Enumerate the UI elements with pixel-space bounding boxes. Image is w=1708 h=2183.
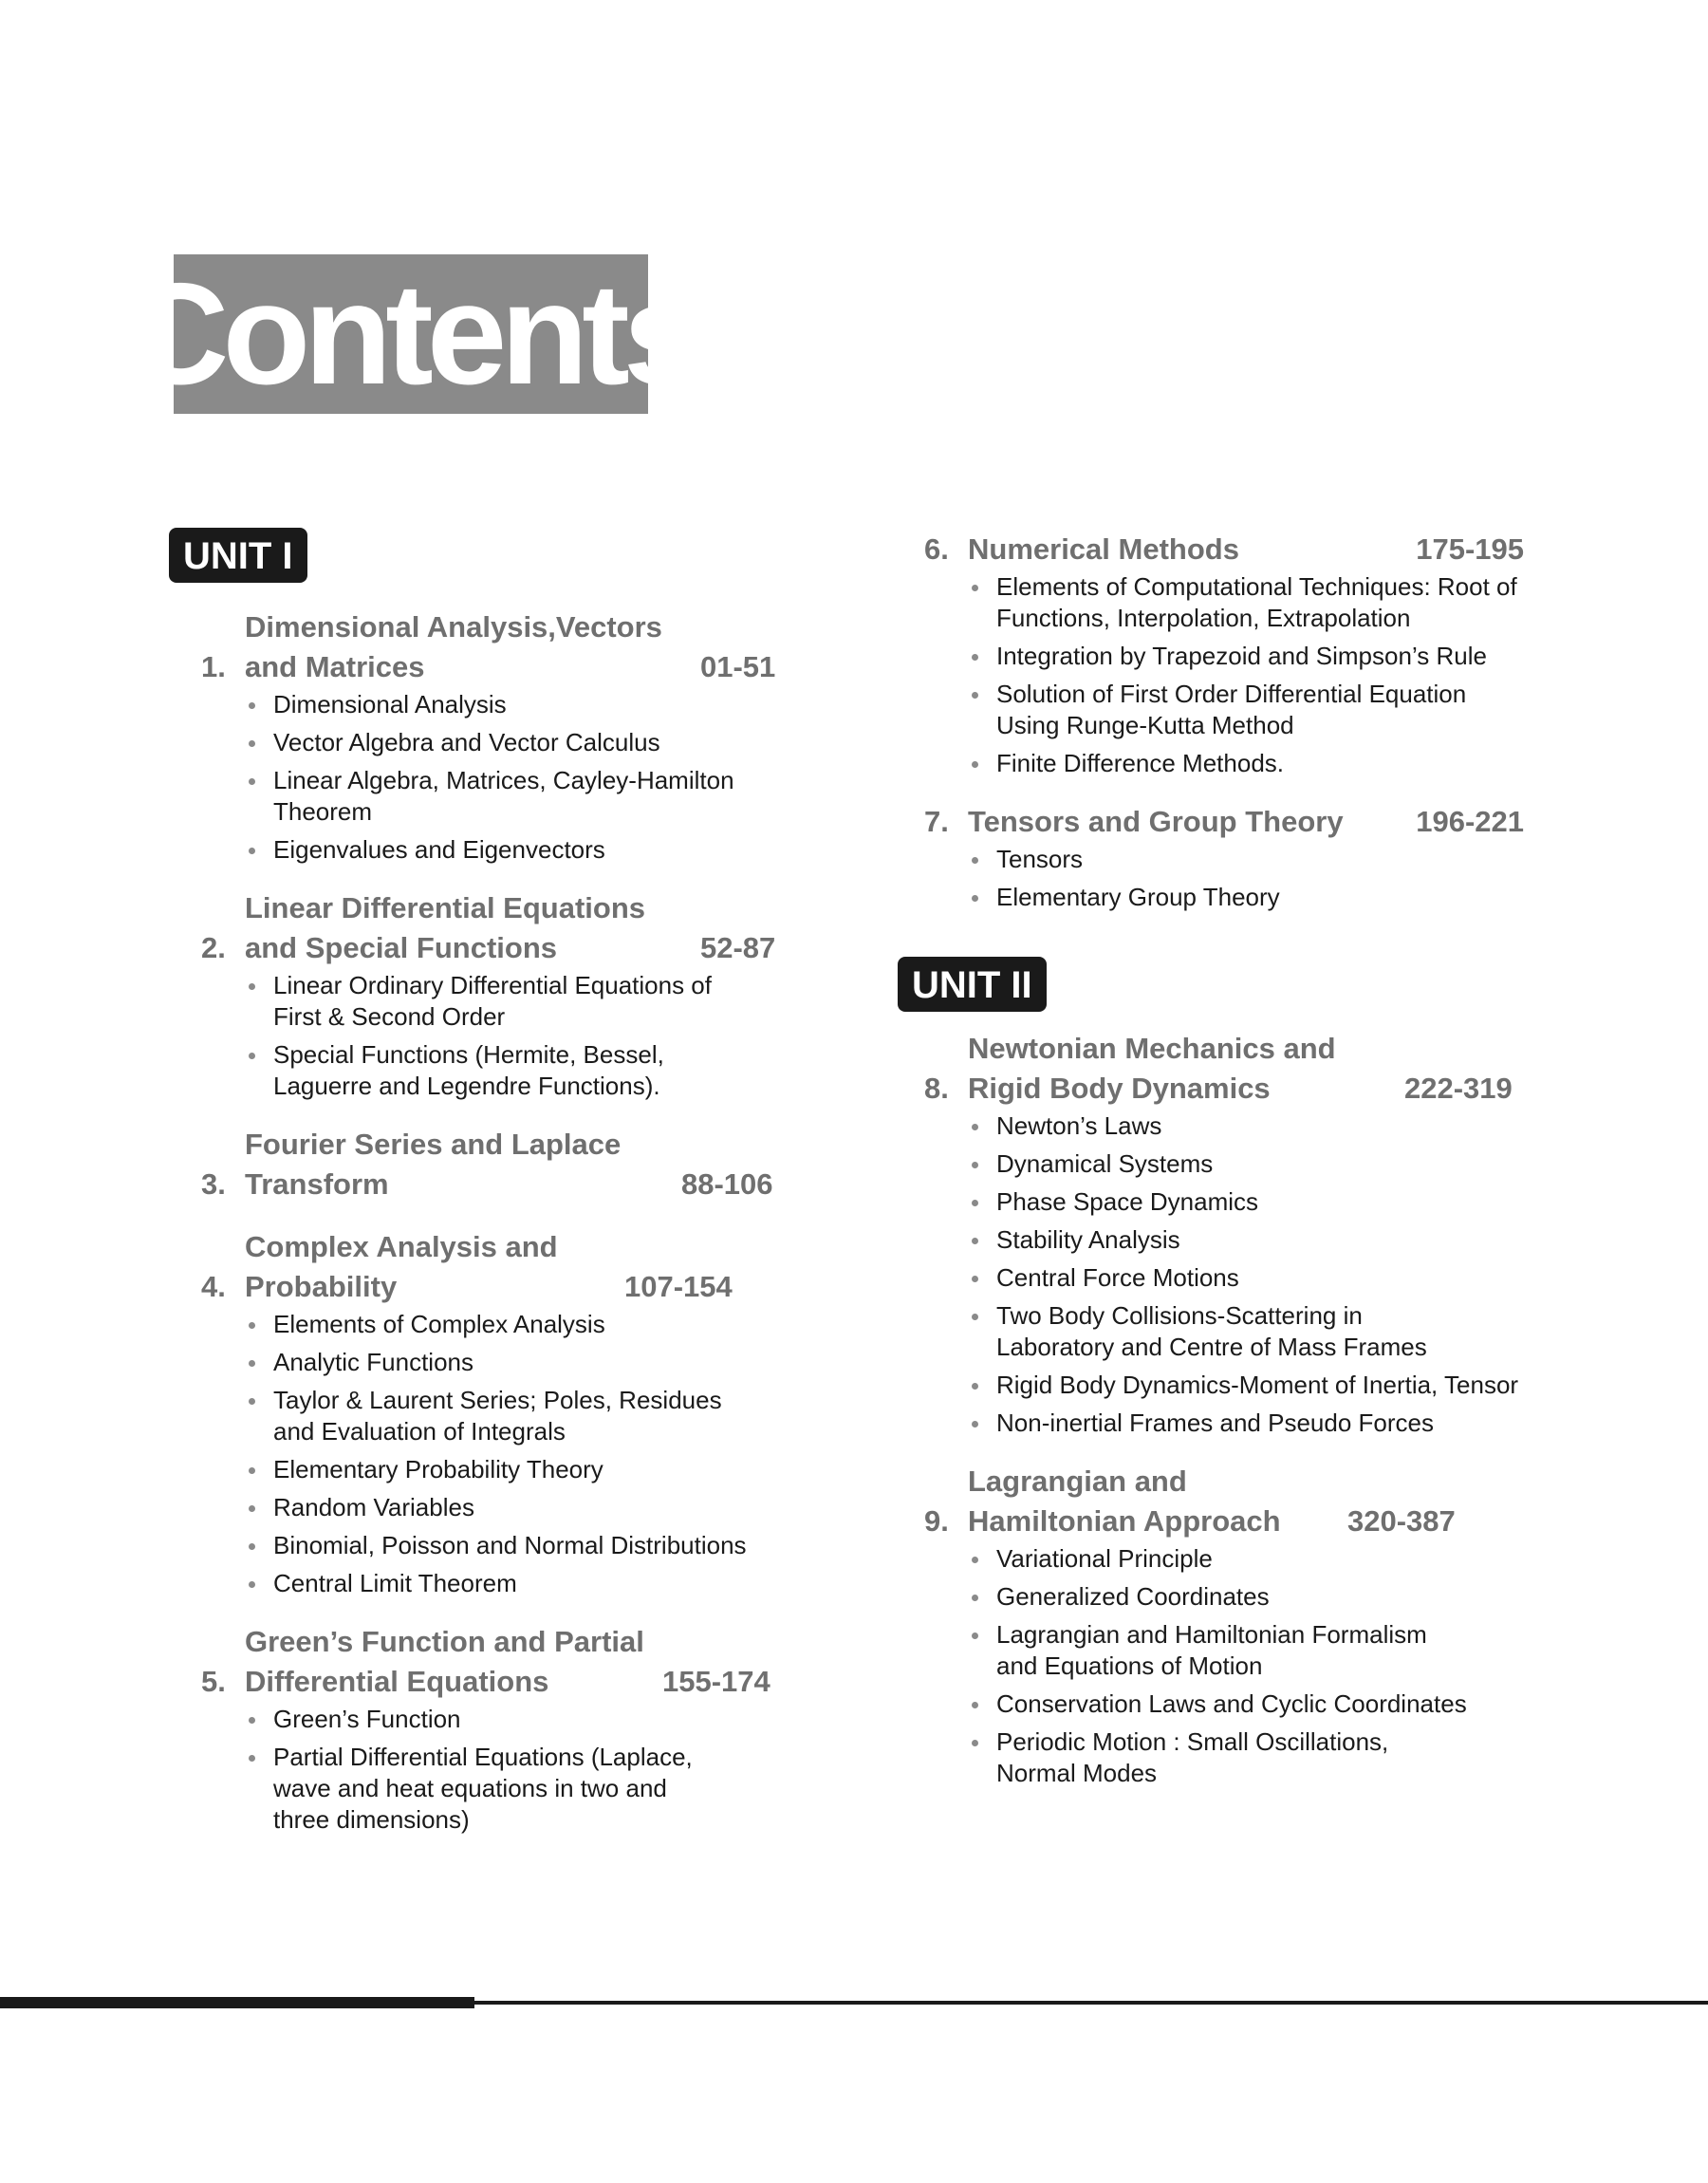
- topic-item: Analytic Functions: [245, 1347, 805, 1378]
- chapter-pages: 196-221: [1416, 805, 1524, 838]
- unit-badge: UNIT I: [169, 528, 307, 583]
- chapter-title: Newtonian Mechanics and Rigid Body Dynamics: [968, 1032, 1336, 1105]
- topic-list: [169, 970, 805, 1102]
- topic-item: Periodic Motion : Small Oscillations, Normal Modes: [968, 1726, 1433, 1789]
- page-title: Contents: [124, 252, 697, 415]
- chapter-pages: 107-154: [624, 1270, 733, 1303]
- topic-item: Generalized Coordinates: [968, 1581, 1524, 1613]
- topic-item: Stability Analysis: [968, 1224, 1524, 1256]
- topic-list: [898, 1110, 1524, 1439]
- chapter-title: Linear Differential Equations and Special Functions: [245, 891, 646, 964]
- chapter-entry: [898, 530, 1524, 779]
- chapter-number: 4.: [201, 1270, 226, 1303]
- topic-item: Dynamical Systems: [968, 1148, 1524, 1180]
- topic-item: Linear Ordinary Differential Equations of First & Second Order: [245, 970, 719, 1033]
- topic-item: Lagrangian and Hamiltonian Formalism and Equations of Motion: [968, 1619, 1452, 1682]
- topic-item: Non-inertial Frames and Pseudo Forces: [968, 1408, 1524, 1439]
- topic-item: Elements of Computational Techniques: Root of Functions, Interpolation, Extrapolation: [968, 571, 1524, 634]
- topic-item: Partial Differential Equations (Laplace, wave and heat equations in two and three dimensions): [245, 1742, 710, 1836]
- topic-list: [169, 1309, 805, 1599]
- topic-item: Elements of Complex Analysis: [245, 1309, 805, 1340]
- topic-list: [898, 1543, 1524, 1789]
- topic-item: Elementary Probability Theory: [245, 1454, 805, 1485]
- chapter-entry: [898, 802, 1524, 913]
- topic-list: [898, 571, 1524, 779]
- topic-item: Integration by Trapezoid and Simpson’s Rule: [968, 641, 1524, 672]
- chapter-pages: 175-195: [1416, 532, 1524, 566]
- topic-item: Phase Space Dynamics: [968, 1186, 1524, 1218]
- topic-item: Finite Difference Methods.: [968, 748, 1524, 779]
- topic-item: Vector Algebra and Vector Calculus: [245, 727, 805, 758]
- contents-column-right: [898, 530, 1524, 1812]
- topic-item: Eigenvalues and Eigenvectors: [245, 834, 805, 866]
- chapter-number: 5.: [201, 1665, 226, 1698]
- chapter-title: Numerical Methods: [968, 532, 1239, 566]
- chapter-title: Tensors and Group Theory: [968, 805, 1344, 838]
- chapter-pages: 52-87: [700, 931, 776, 964]
- topic-item: Two Body Collisions-Scattering in Laboratory and Centre of Mass Frames: [968, 1300, 1452, 1363]
- topic-item: Rigid Body Dynamics-Moment of Inertia, Tensor: [968, 1370, 1524, 1401]
- topic-item: Elementary Group Theory: [968, 882, 1524, 913]
- footer-rule-thin: [474, 2001, 1708, 2005]
- chapter-entry: [169, 607, 805, 866]
- chapter-pages: 155-174: [662, 1665, 770, 1698]
- topic-item: Random Variables: [245, 1492, 805, 1523]
- topic-list: [169, 689, 805, 866]
- chapter-title: Dimensional Analysis,Vectors and Matrices: [245, 610, 662, 683]
- chapter-number: 7.: [924, 805, 949, 838]
- chapter-title: Green’s Function and Partial Differential Equations: [245, 1625, 644, 1698]
- chapter-entry: [898, 1029, 1524, 1439]
- chapter-title: Lagrangian and Hamiltonian Approach: [968, 1465, 1281, 1538]
- chapter-number: 9.: [924, 1504, 949, 1538]
- chapter-number: 1.: [201, 650, 226, 683]
- footer-rule-thick: [0, 1997, 474, 2008]
- topic-item: Binomial, Poisson and Normal Distributions: [245, 1530, 805, 1561]
- chapter-entry: [169, 1622, 805, 1836]
- topic-item: Tensors: [968, 844, 1524, 875]
- topic-item: Newton’s Laws: [968, 1110, 1524, 1142]
- topic-item: Dimensional Analysis: [245, 689, 805, 720]
- chapter-pages: 320-387: [1347, 1504, 1456, 1538]
- topic-item: Taylor & Laurent Series; Poles, Residues and Evaluation of Integrals: [245, 1385, 738, 1447]
- chapter-pages: 222-319: [1404, 1072, 1513, 1105]
- topic-item: Variational Principle: [968, 1543, 1524, 1575]
- topic-item: Central Limit Theorem: [245, 1568, 805, 1599]
- chapter-pages: 01-51: [700, 650, 776, 683]
- chapter-number: 3.: [201, 1167, 226, 1201]
- chapter-entry: [169, 1227, 805, 1599]
- contents-column-left: [169, 528, 805, 1858]
- chapter-number: 2.: [201, 931, 226, 964]
- topic-item: Special Functions (Hermite, Bessel, Laguerre and Legendre Functions).: [245, 1039, 719, 1102]
- chapter-title: Fourier Series and Laplace Transform: [245, 1128, 622, 1201]
- topic-list: [898, 844, 1524, 913]
- topic-item: Linear Algebra, Matrices, Cayley-Hamilton Theorem: [245, 765, 767, 828]
- topic-item: Conservation Laws and Cyclic Coordinates: [968, 1689, 1524, 1720]
- chapter-number: 6.: [924, 532, 949, 566]
- topic-list: [169, 1704, 805, 1836]
- chapter-entry: [898, 1462, 1524, 1789]
- chapter-number: 8.: [924, 1072, 949, 1105]
- topic-item: Central Force Motions: [968, 1262, 1524, 1294]
- unit-badge: UNIT II: [898, 957, 1047, 1012]
- chapter-title: Complex Analysis and Probability: [245, 1230, 558, 1303]
- topic-item: Green’s Function: [245, 1704, 805, 1735]
- chapter-entry: [169, 1125, 805, 1204]
- topic-item: Solution of First Order Differential Equation Using Runge-Kutta Method: [968, 679, 1524, 741]
- chapter-entry: [169, 888, 805, 1102]
- chapter-pages: 88-106: [681, 1167, 773, 1201]
